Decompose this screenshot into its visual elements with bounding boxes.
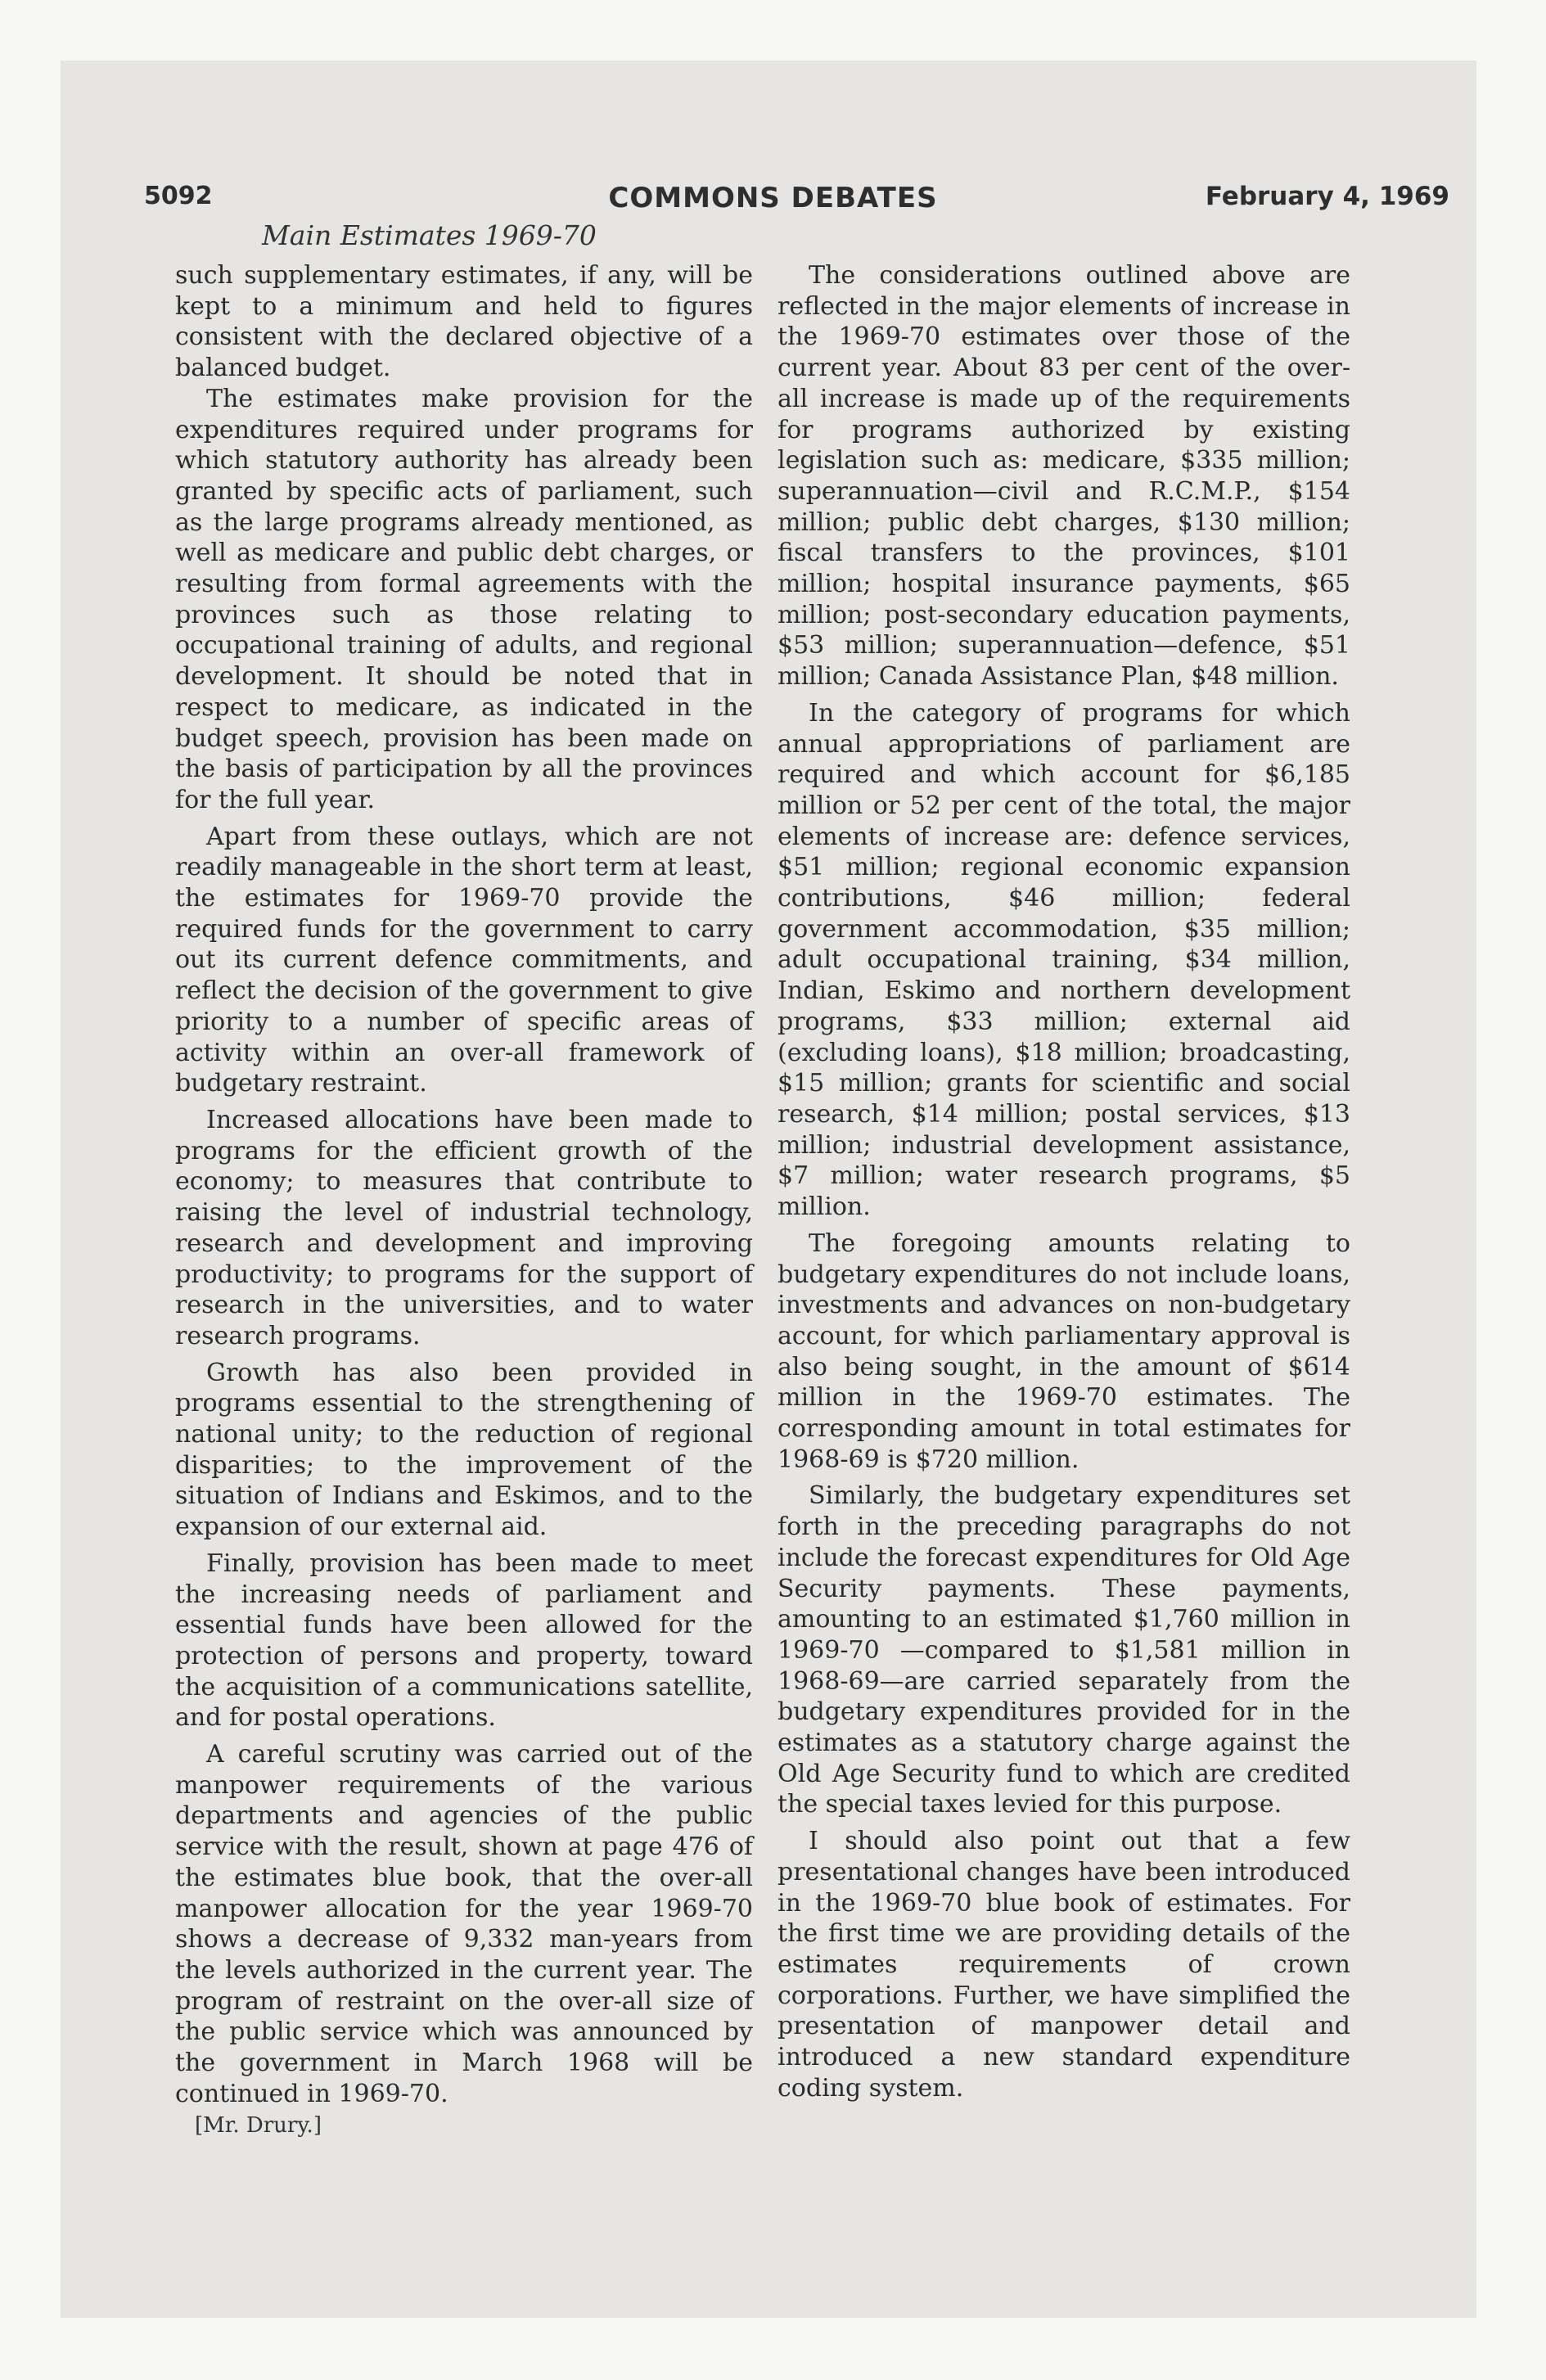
paragraph: Increased allocations have been made to programs for the efficient growth of the economy; to measures that contribute to raising the level of industrial technology, research and development and improving productivity; to programs for the support of research in the universities, and to water research programs.: [175, 1105, 753, 1350]
paragraph: A careful scrutiny was carried out of the manpower requirements of the various departments and agencies of the public service with the result, shown at page 476 of the estimates blue book, that the over-all manpower allocation for the year 1969-70 shows a decrease of 9,332 man-years from the levels authorized in the current year. The program of restraint on the over-all size of the public service which was announced by the government in March 1968 will be continued in 1969-70.: [175, 1740, 753, 2108]
speaker-attribution: [Mr. Drury.]: [195, 2113, 322, 2138]
paragraph: The foregoing amounts relating to budgetary expenditures do not include loans, investments and advances on non-budgetary account, for which parliamentary approval is also being sought, in the amount of $614 million in the 1969-70 estimates. The corresponding amount in total estimates for 1968-69 is $720 million.: [778, 1228, 1350, 1474]
paragraph: The considerations outlined above are reflected in the major elements of increase in the 1969-70 estimates over those of the current year. About 83 per cent of the over-all increase is made up of the requirements for programs authorized by existing legislation such as: medicare, $335 million; superannuation—civil and R.C.M.P., $154 million; public debt charges, $130 million; fiscal transfers to the provinces, $101 million; hospital insurance payments, $65 million; post-secondary education payments, $53 million; superannuation—defence, $51 million; Canada Assistance Plan, $48 million.: [778, 261, 1350, 692]
left-column: [175, 260, 753, 2109]
paragraph: such supplementary estimates, if any, will be kept to a minimum and held to figures consistent with the declared objective of a balanced budget.: [175, 261, 753, 383]
paragraph: Apart from these outlays, which are not readily manageable in the short term at least, the estimates for 1969-70 provide the required funds for the government to carry out its current defence commitments, and reflect the decision of the government to give priority to a number of specific areas of activity within an over-all framework of budgetary restraint.: [175, 822, 753, 1098]
paragraph: In the category of programs for which annual appropriations of parliament are required and which account for $6,185 million or 52 per cent of the total, the major elements of increase are: defence services, $51 million; regional economic expansion contributions, $46 million; federal government accommodation, $35 million; adult occupational training, $34 million, Indian, Eskimo and northern development programs, $33 million; external aid (excluding loans), $18 million; broadcasting, $15 million; grants for scientific and social research, $14 million; postal services, $13 million; industrial development assistance, $7 million; water research programs, $5 million.: [778, 698, 1350, 1222]
issue-date: February 4, 1969: [1205, 182, 1449, 211]
right-column: [778, 260, 1350, 2103]
paragraph: The estimates make provision for the expenditures required under programs for which statutory authority has already been granted by specific acts of parliament, such as the large programs already mentioned, as well as medicare and public debt charges, or resulting from formal agreements with the provinces such as those relating to occupational training of adults, and regional development. It should be noted that in respect to medicare, as indicated in the budget speech, provision has been made on the basis of participation by all the provinces for the full year.: [175, 384, 753, 814]
paragraph: Growth has also been provided in programs essential to the strengthening of national unity; to the reduction of regional disparities; to the improvement of the situation of Indians and Eskimos, and to the expansion of our external aid.: [175, 1358, 753, 1542]
paragraph: I should also point out that a few presentational changes have been introduced in the 1969-70 blue book of estimates. For the first time we are providing details of the estimates requirements of crown corporations. Further, we have simplified the presentation of manpower detail and introduced a new standard expenditure coding system.: [778, 1827, 1350, 2103]
paragraph: Finally, provision has been made to meet the increasing needs of parliament and essential funds have been allowed for the protection of persons and property, toward the acquisition of a communications satellite, and for postal operations.: [175, 1548, 753, 1733]
paragraph: Similarly, the budgetary expenditures set forth in the preceding paragraphs do not include the forecast expenditures for Old Age Security payments. These payments, amounting to an estimated $1,760 million in 1969-70 —compared to $1,581 million in 1968-69—are carried separately from the budgetary expenditures provided for in the estimates as a statutory charge against the Old Age Security fund to which are credited the special taxes levied for this purpose.: [778, 1481, 1350, 1819]
section-title: Main Estimates 1969-70: [262, 219, 597, 251]
publication-title: COMMONS DEBATES: [608, 182, 938, 214]
page-number: 5092: [144, 182, 213, 210]
